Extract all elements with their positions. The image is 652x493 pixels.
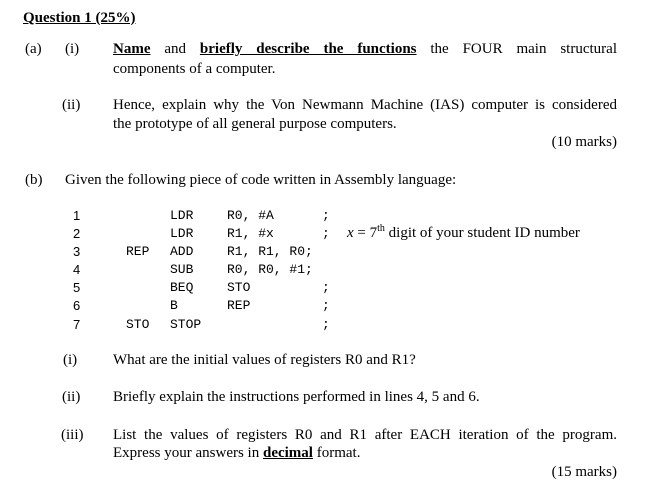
code-op: STOP [170,317,202,332]
note-sup: th [377,223,385,234]
x-variable: x [347,225,354,241]
name-keyword: Name [113,41,151,57]
code-comment: ; [322,208,330,223]
code-op: B [170,298,178,313]
line-number: 6 [73,298,81,313]
line-number: 4 [73,262,81,277]
code-args: R0, R0, #1; [227,262,313,277]
part-a-i-line1 [113,41,617,58]
part-b-ii-label: (ii) [62,389,81,405]
part-b-iii-label: (iii) [61,427,84,443]
code-comment: ; [322,317,330,332]
code-args: R1, R1, R0; [227,244,313,259]
line-number: 1 [73,208,81,223]
line2-pre: Express your answers in [113,445,263,461]
part-a-i-line2: components of a computer. [113,61,276,77]
code-op: SUB [170,262,194,277]
code-label: REP [126,244,150,259]
part-a-ii-label: (ii) [62,97,81,113]
code-op: LDR [170,226,194,241]
line-number: 2 [73,226,81,241]
part-b-i-label: (i) [63,352,78,368]
code-op: LDR [170,208,194,223]
code-args: R0, #A [227,208,274,223]
line2-post: format. [312,445,361,461]
code-comment: ; [322,226,330,241]
code-comment: ; [322,280,330,295]
part-b-ii-text: Briefly explain the instructions performed in lines 4, 5 and 6. [113,389,480,405]
student-id-note [347,225,580,242]
code-op: ADD [170,244,194,259]
code-label: STO [126,317,150,332]
part-a-ii-line1: Hence, explain why the Von Newmann Machine (IAS) computer is considered [113,97,617,113]
code-comment: ; [322,298,330,313]
part-b-iii-line1: List the values of registers R0 and R1 after EACH iteration of the program. [113,427,617,443]
briefly-keyword: briefly describe the functions [199,41,417,57]
part-a-i-label: (i) [65,41,80,57]
code-args: REP [227,298,251,313]
part-b-label: (b) [25,172,43,188]
part-a-ii-line2: the prototype of all general purpose computers. [113,116,397,132]
code-op: BEQ [170,280,194,295]
part-b-iii-line2 [113,445,360,462]
part-a-i-rest: the FOUR main structural [430,41,617,57]
part-a-marks: (10 marks) [551,134,617,150]
part-b-intro: Given the following piece of code written in Assembly language: [65,172,457,188]
and-text: and [150,41,200,57]
part-a-label: (a) [25,41,42,57]
line-number: 5 [73,280,81,295]
part-b-marks: (15 marks) [551,464,617,480]
line-number: 7 [73,317,81,332]
part-b-i-text: What are the initial values of registers R0 and R1? [113,352,416,368]
note-rest: digit of your student ID number [384,225,580,241]
note-eq: = 7 [353,225,378,241]
decimal-keyword: decimal [262,445,313,461]
line-number: 3 [73,244,81,259]
code-args: STO [227,280,251,295]
code-args: R1, #x [227,226,274,241]
question-title: Question 1 (25%) [23,10,136,26]
